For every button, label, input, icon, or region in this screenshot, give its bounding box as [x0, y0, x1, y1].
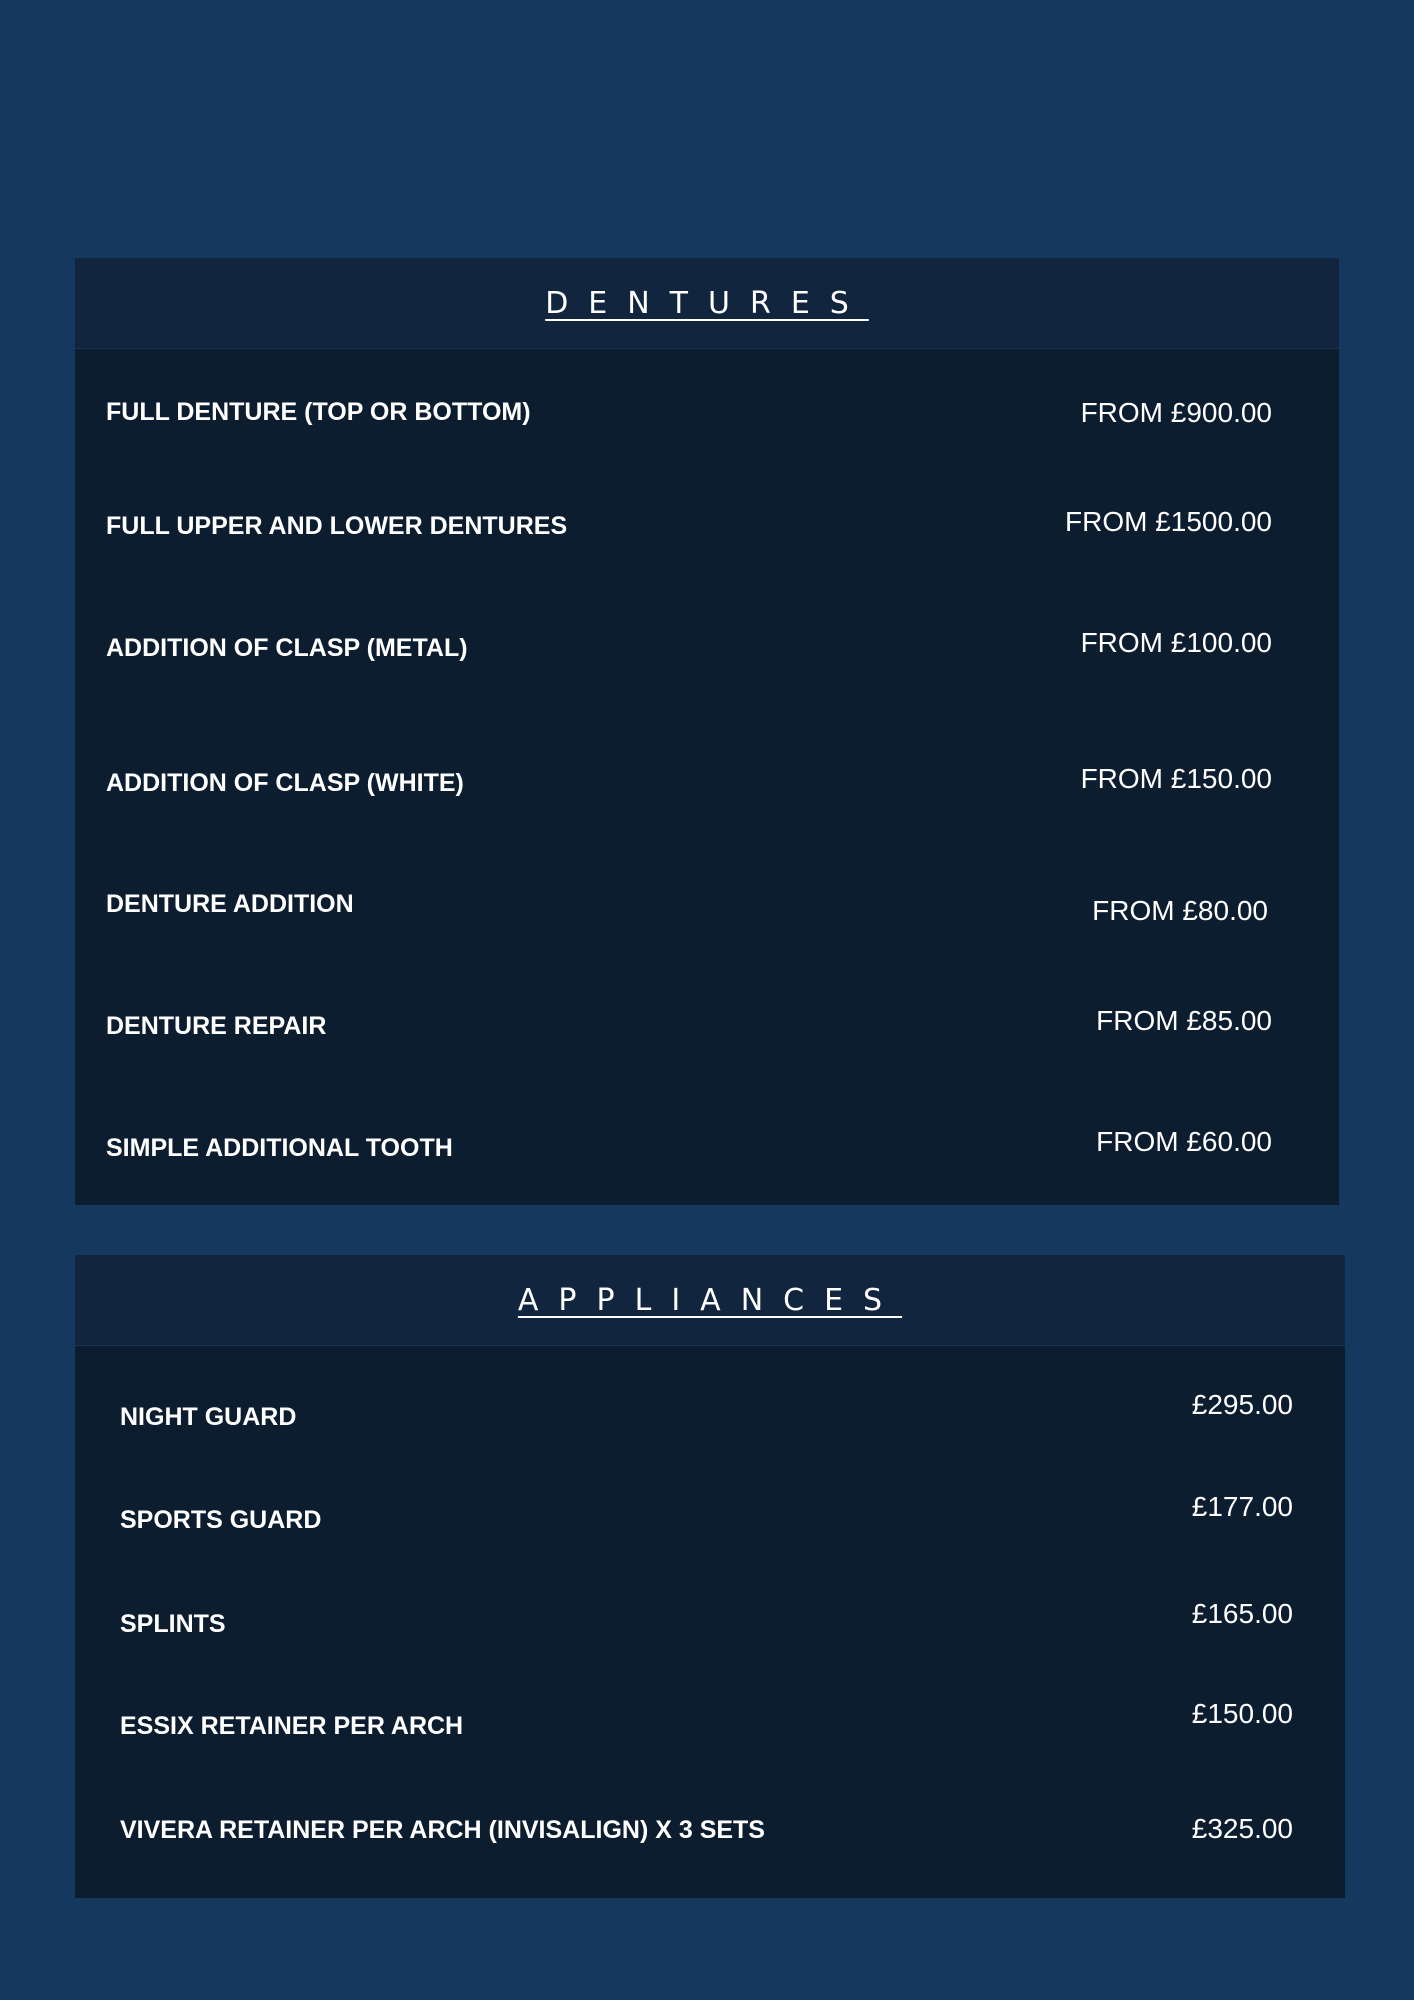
dentures-item-price: FROM £150.00 — [1080, 763, 1272, 794]
appliances-item-price: £165.00 — [1191, 1598, 1293, 1629]
dentures-item-label: FULL UPPER AND LOWER DENTURES — [106, 512, 568, 540]
appliances-item-label: VIVERA RETAINER PER ARCH (INVISALIGN) X 3 SETS — [120, 1816, 765, 1844]
appliances-item-price: £325.00 — [1191, 1813, 1293, 1844]
dentures-item-label: DENTURE ADDITION — [106, 890, 354, 918]
dentures-item-label: ADDITION OF CLASP (WHITE) — [106, 769, 464, 797]
dentures-header — [75, 258, 1339, 349]
dentures-item-price: FROM £60.00 — [1096, 1126, 1272, 1157]
appliances-item-price: £150.00 — [1191, 1698, 1293, 1729]
dentures-item-price: FROM £100.00 — [1080, 627, 1272, 658]
dentures-item-price: FROM £1500.00 — [1065, 506, 1272, 537]
dentures-item-price: FROM £85.00 — [1096, 1005, 1272, 1036]
dentures-item-label: SIMPLE ADDITIONAL TOOTH — [106, 1134, 453, 1162]
dentures-item-label: FULL DENTURE (TOP OR BOTTOM) — [106, 398, 531, 426]
dentures-item-price: FROM £80.00 — [1092, 895, 1268, 926]
dentures-item-label: ADDITION OF CLASP (METAL) — [106, 634, 468, 662]
appliances-item-price: £295.00 — [1191, 1389, 1293, 1420]
dentures-panel — [75, 258, 1339, 1205]
dentures-title: DENTURES — [545, 285, 869, 321]
dentures-item-label: DENTURE REPAIR — [106, 1012, 327, 1040]
appliances-panel — [75, 1255, 1345, 1898]
appliances-item-label: SPLINTS — [120, 1610, 226, 1638]
appliances-title: APPLIANCES — [517, 1282, 903, 1318]
appliances-item-label: NIGHT GUARD — [120, 1403, 297, 1431]
appliances-header — [75, 1255, 1345, 1346]
appliances-item-label: SPORTS GUARD — [120, 1506, 322, 1534]
dentures-item-price: FROM £900.00 — [1080, 397, 1272, 428]
appliances-item-price: £177.00 — [1191, 1491, 1293, 1522]
appliances-item-label: ESSIX RETAINER PER ARCH — [120, 1712, 464, 1740]
